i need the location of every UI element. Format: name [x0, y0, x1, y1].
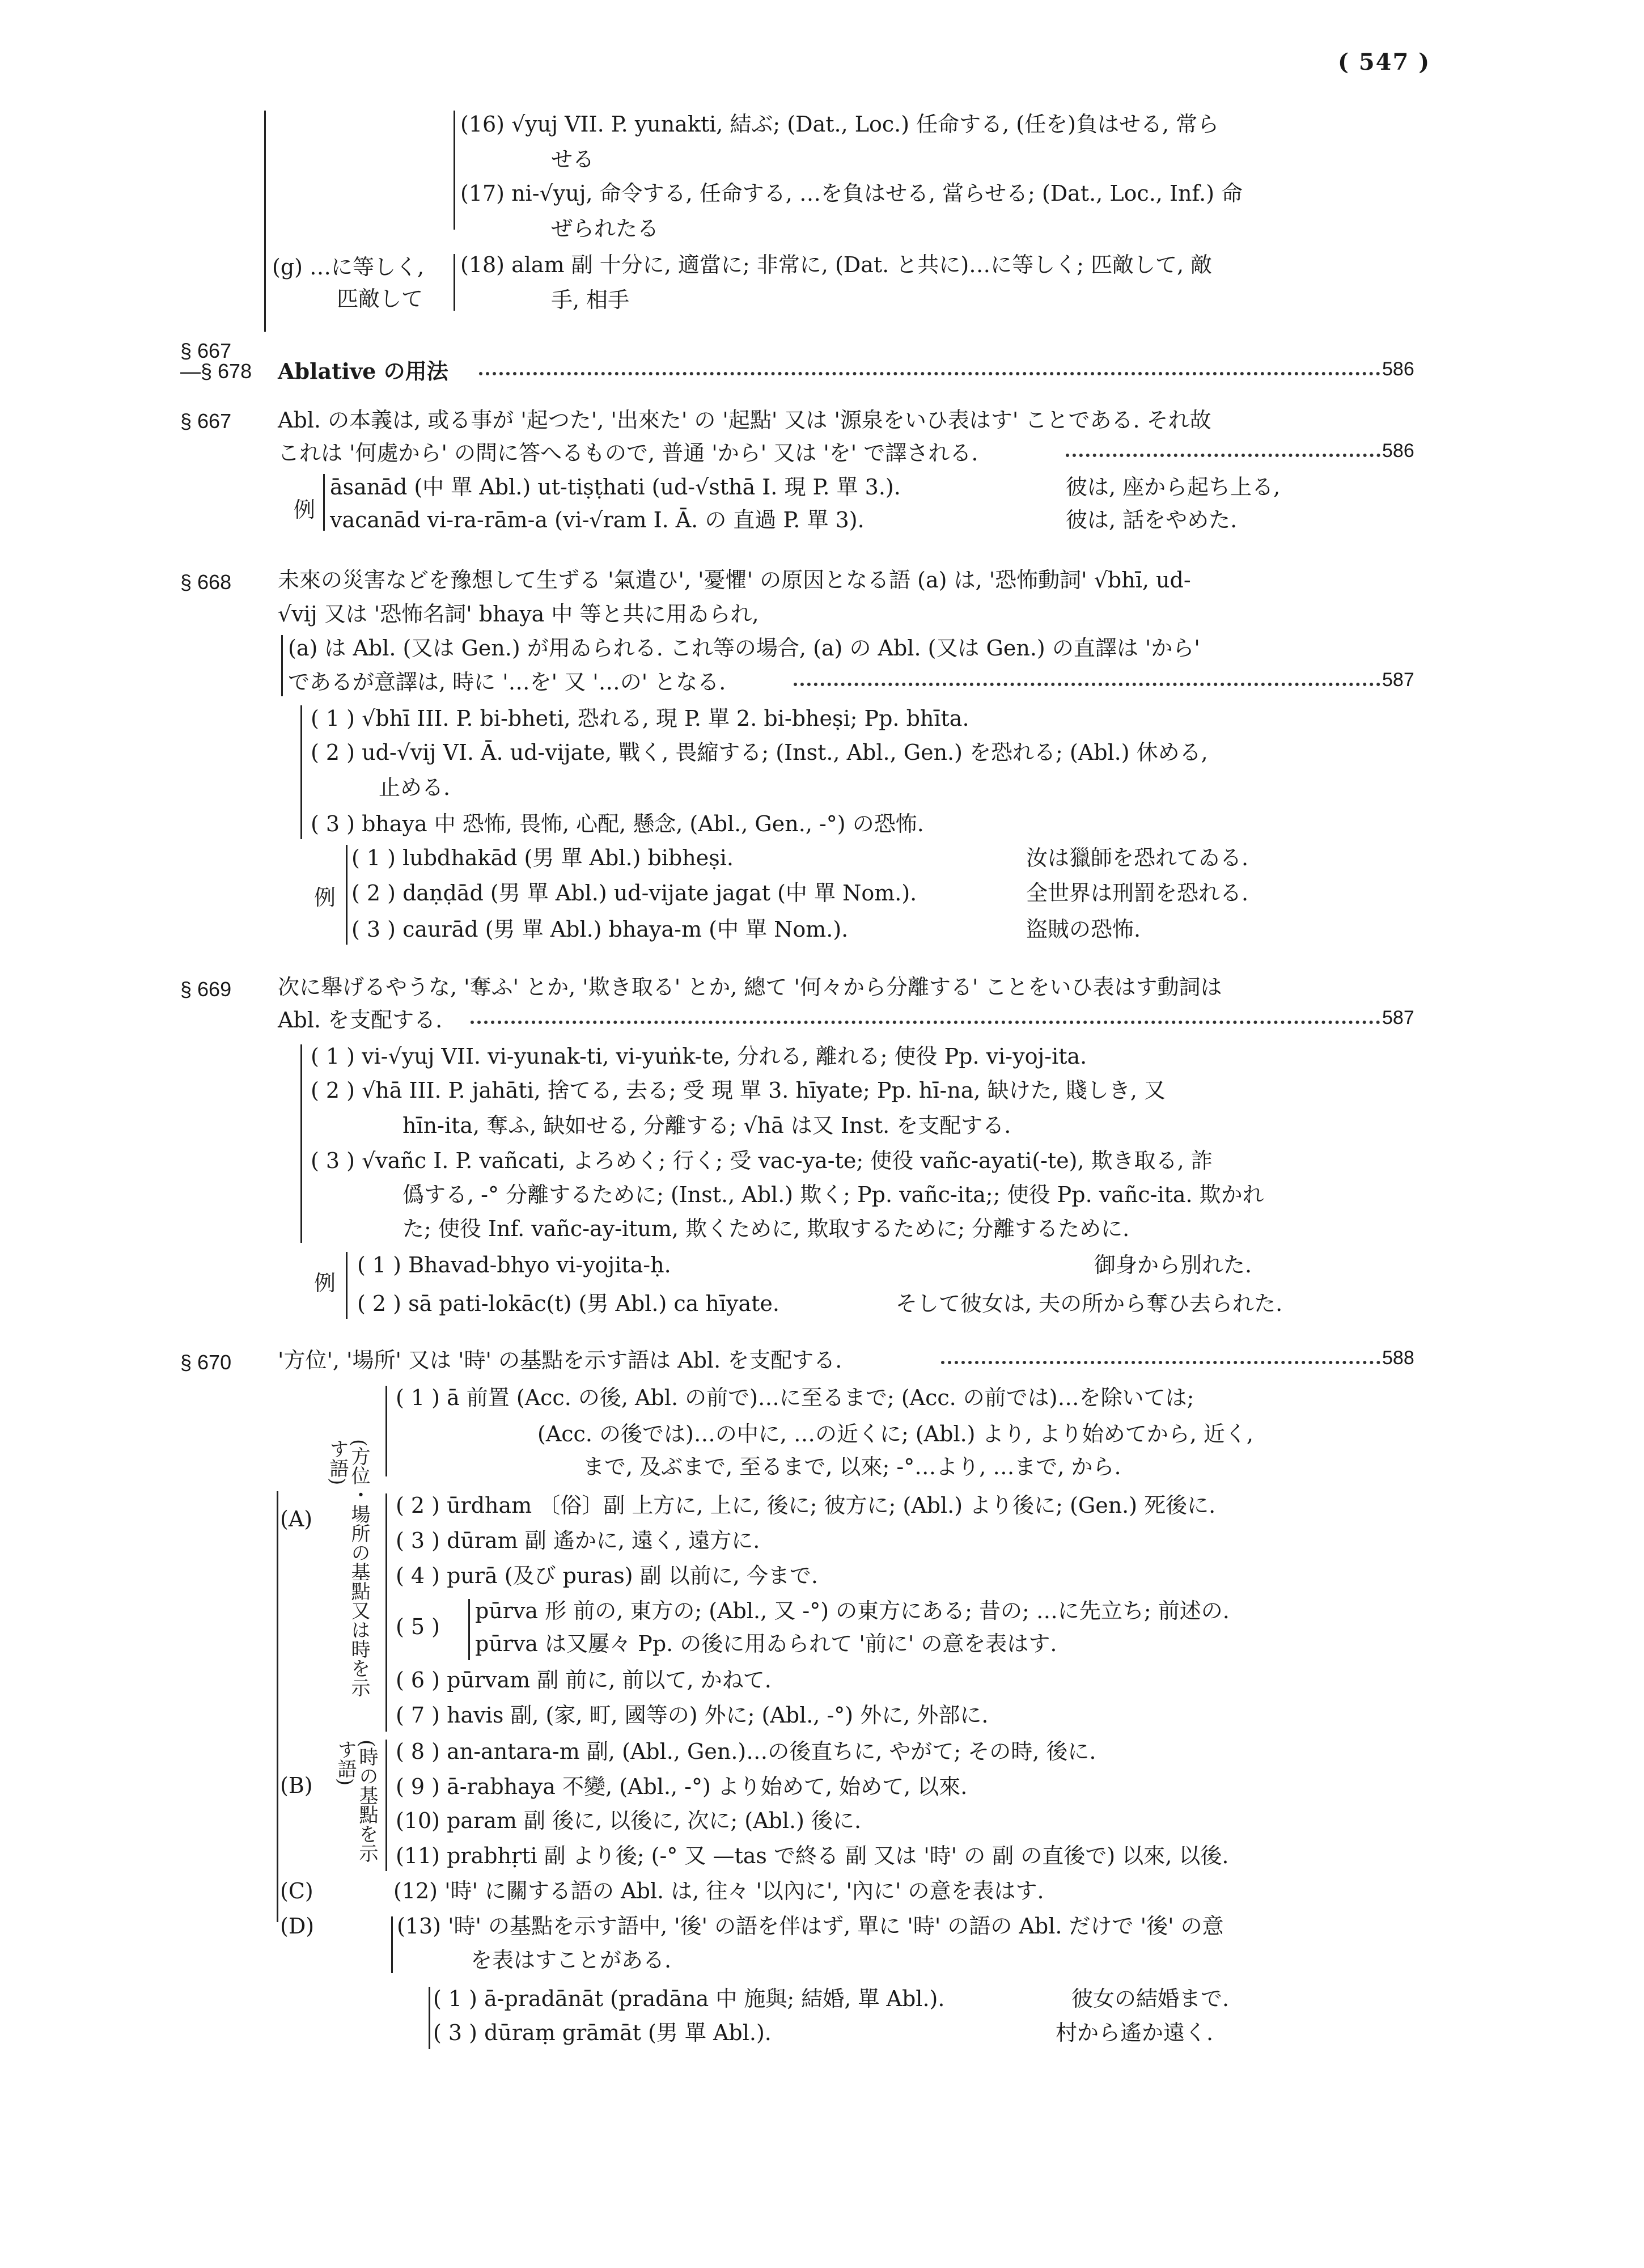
dot-leader [941, 1361, 1380, 1364]
section-label: § 667 [180, 409, 232, 433]
text-line: Abl. を支配する. [278, 1008, 443, 1033]
bracket-line [468, 1599, 470, 1660]
group-label: (B) [280, 1773, 313, 1798]
text-line: ( 5 ) [396, 1614, 440, 1639]
bracket-line [300, 705, 302, 839]
page-ref: 587 [1382, 669, 1414, 691]
text-line: (17) ni-√yuj, 命令する, 任命する, …を負はせる, 當らせる; (Dat., Loc., Inf.) 命 [460, 181, 1243, 206]
section-label: § 670 [180, 1351, 232, 1374]
bracket-line [277, 1491, 278, 1922]
text-line: 全世界は刑罰を恐れる. [1026, 881, 1249, 905]
bracket-line [300, 1044, 302, 1243]
text-line: ( 2 ) daṇḍād (男 單 Abl.) ud-vijate jagat (中 單 Nom.). [351, 881, 917, 905]
page-ref: 586 [1382, 358, 1414, 380]
text-line: ( 1 ) vi-√yuj VII. vi-yunak-ti, vi-yuṅk-te, 分れる, 離れる; 使役 Pp. vi-yoj-ita. [311, 1044, 1087, 1069]
dot-leader [479, 372, 1380, 375]
text-line: 僞する, -° 分離するために; (Inst., Abl.) 欺く; Pp. vañc-ita;; 使役 Pp. vañc-ita. 欺かれ [402, 1182, 1264, 1207]
text-line: 匹敵して [337, 286, 423, 311]
bracket-line [454, 111, 455, 230]
text-line: ( 3 ) bhaya 中 恐怖, 畏怖, 心配, 懸念, (Abl., Gen., -°) の恐怖. [311, 811, 924, 836]
text-line: ( 3 ) dūram 副 遙かに, 遠く, 遠方に. [396, 1528, 760, 1553]
text-line: hīn-ita, 奪ふ, 缺如せる, 分離する; √hā は又 Inst. を支配する. [402, 1113, 1011, 1138]
text-line: 村から遙か遠く. [1056, 2020, 1214, 2045]
text-line: ( 4 ) purā (及び puras) 副 以前に, 今まで. [396, 1563, 819, 1588]
page-number: ( 547 ) [1338, 49, 1431, 75]
group-label: (D) [280, 1914, 315, 1939]
text-line: これは '何處から' の問に答へるもので, 普通 'から' 又は 'を' で譯される. [278, 441, 978, 466]
text-line: そして彼女は, 夫の所から奪ひ去られた. [896, 1291, 1283, 1316]
text-line: ( 1 ) √bhī III. P. bi-bheti, 恐れる, 現 P. 單 2. bi-bheṣi; Pp. bhīta. [311, 706, 969, 731]
bracket-line [323, 474, 325, 531]
section-label: —§ 678 [180, 359, 252, 383]
page-ref: 587 [1382, 1007, 1414, 1029]
text-line: (g) …に等しく, [272, 255, 425, 280]
page-ref: 586 [1382, 440, 1414, 462]
text-line: ( 2 ) ūrdham 〔俗〕副 上方に, 上に, 後に; 彼方に; (Abl.) より後に; (Gen.) 死後に. [396, 1493, 1216, 1518]
text-line: ( 2 ) √hā III. P. jahāti, 捨てる, 去る; 受 現 單 3. hīyate; Pp. hī-na, 缺けた, 賤しき, 又 [311, 1078, 1166, 1103]
dot-leader [471, 1021, 1380, 1024]
text-line: ( 1 ) ā-pradānāt (pradāna 中 施與; 結婚, 單 Abl.). [433, 1986, 945, 2011]
text-line: Abl. の本義は, 或る事が '起つた', '出來た' の '起點' 又は '源泉をいひ表はす' ことである. それ故 [278, 408, 1211, 433]
group-label-vertical: (方位・場所の基點又は時を示す語) [326, 1439, 370, 1698]
text-line: まで, 及ぶまで, 至るまで, 以來; -°…より, …まで, から. [583, 1454, 1121, 1479]
text-line: '方位', '場所' 又は '時' の基點を示す語は Abl. を支配する. [278, 1348, 842, 1373]
text-line: 汝は獵師を恐れてゐる. [1026, 845, 1249, 870]
group-label-vertical: (時の基點を示す語) [334, 1740, 378, 1863]
text-line: ( 3 ) caurād (男 單 Abl.) bhaya-m (中 單 Nom.). [351, 917, 849, 942]
bracket-line [346, 1252, 348, 1319]
text-line: (Acc. の後では)…の中に, …の近くに; (Abl.) より, より始めてから, 近く, [537, 1421, 1253, 1446]
bracket-line [391, 1916, 393, 1973]
example-label: 例 [314, 1271, 336, 1296]
group-label: (A) [280, 1507, 313, 1531]
text-line: ( 3 ) dūraṃ grāmāt (男 單 Abl.). [433, 2020, 772, 2045]
text-line: ( 8 ) an-antara-m 副, (Abl., Gen.)…の後直ちに, やがて; その時, 後に. [396, 1739, 1096, 1764]
group-label: (C) [280, 1878, 313, 1903]
text-line: 彼女の結婚まで. [1071, 1986, 1230, 2011]
text-line: ( 2 ) ud-√vij VI. Ā. ud-vijate, 戰く, 畏縮する; (Inst., Abl., Gen.) を恐れる; (Abl.) 休める, [311, 740, 1208, 765]
text-line: pūrva は又屢々 Pp. の後に用ゐられて '前に' の意を表はす. [475, 1631, 1057, 1656]
text-line: 未來の災害などを豫想して生ずる '氣遣ひ', '憂懼' の原因となる語 (a) は, '恐怖動詞' √bhī, ud- [278, 568, 1191, 593]
text-line: (18) alam 副 十分に, 適當に; 非常に, (Dat. と共に)…に等しく; 匹敵して, 敵 [460, 252, 1213, 277]
text-line: (10) param 副 後に, 以後に, 次に; (Abl.) 後に. [396, 1808, 862, 1833]
text-line: (13) '時' の基點を示す語中, '後' の語を伴はず, 單に '時' の語の Abl. だけで '後' の意 [397, 1914, 1224, 1939]
bracket-line [385, 1493, 387, 1732]
text-line: ( 2 ) sā pati-lokāc(t) (男 Abl.) ca hīyate. [357, 1291, 779, 1316]
text-line: (11) prabhṛti 副 より後; (-° 又 —tas で終る 副 又は '時' の 副 の直後で) 以來, 以後. [396, 1843, 1229, 1868]
section-label: § 667 [180, 339, 232, 362]
example-label: 例 [314, 885, 336, 910]
bracket-line [264, 111, 266, 332]
text-line: 御身から別れた. [1094, 1253, 1252, 1277]
text-line: ( 9 ) ā-rabhaya 不變, (Abl., -°) より始めて, 始めて, 以來. [396, 1774, 968, 1799]
page-ref: 588 [1382, 1347, 1414, 1369]
text-line: であるが意譯は, 時に '…を' 又 '…の' となる. [288, 670, 726, 695]
text-line: (16) √yuj VII. P. yunakti, 結ぶ; (Dat., Loc.) 任命する, (任を)負はせる, 常ら [460, 112, 1219, 137]
text-line: ぜられたる [551, 216, 659, 241]
text-line: を表はすことがある. [471, 1948, 672, 1973]
text-line: √vij 又は '恐怖名詞' bhaya 中 等と共に用ゐられ, [278, 602, 759, 627]
text-line: ( 3 ) √vañc I. P. vañcati, よろめく; 行く; 受 vac-ya-te; 使役 vañc-ayati(-te), 欺き取る, 詐 [311, 1148, 1213, 1173]
text-line: ( 6 ) pūrvam 副 前に, 前以て, かねて. [396, 1668, 772, 1692]
dot-leader [794, 683, 1380, 686]
text-line: 次に舉げるやうな, '奪ふ' とか, '欺き取る' とか, 總て '何々から分離する' ことをいひ表はす動詞は [278, 975, 1222, 1000]
text-line: ( 1 ) ā 前置 (Acc. の後, Abl. の前で)…に至るまで; (Acc. の前では)…を除いては; [396, 1385, 1194, 1410]
bracket-line [429, 1987, 430, 2049]
section-label: § 668 [180, 570, 232, 594]
bracket-line [454, 254, 455, 311]
heading: Ablative の用法 [278, 358, 448, 384]
text-line: 盜賊の恐怖. [1026, 917, 1141, 942]
dot-leader [1066, 454, 1380, 457]
bracket-line [385, 1740, 387, 1871]
text-line: 彼は, 話をやめた. [1066, 507, 1238, 532]
text-line: āsanād (中 單 Abl.) ut-tiṣṭhati (ud-√sthā I. 現 P. 單 3.). [330, 475, 901, 500]
bracket-line [346, 845, 348, 945]
section-label: § 669 [180, 978, 232, 1001]
text-line: ( 1 ) Bhavad-bhyo vi-yojita-ḥ. [357, 1253, 671, 1277]
text-line: た; 使役 Inf. vañc-ay-itum, 欺くために, 欺取するために; 分離するために. [402, 1216, 1130, 1241]
bracket-line [281, 635, 283, 696]
text-line: (a) は Abl. (又は Gen.) が用ゐられる. これ等の場合, (a) の Abl. (又は Gen.) の直譯は 'から' [288, 636, 1200, 661]
text-line: 止める. [379, 775, 451, 800]
text-line: せる [551, 147, 595, 172]
example-label: 例 [294, 497, 316, 522]
bracket-line [385, 1386, 387, 1476]
text-line: ( 7 ) havis 副, (家, 町, 國等の) 外に; (Abl., -°) 外に, 外部に. [396, 1703, 989, 1728]
text-line: vacanād vi-ra-rām-a (vi-√ram I. Ā. の 直過 P. 單 3). [330, 507, 865, 532]
text-line: 手, 相手 [551, 287, 630, 312]
text-line: (12) '時' に關する語の Abl. は, 往々 '以內に', '內に' の意を表はす. [393, 1878, 1044, 1903]
text-line: pūrva 形 前の, 東方の; (Abl., 又 -°) の東方にある; 昔の; …に先立ち; 前述の. [475, 1598, 1230, 1623]
text-line: ( 1 ) lubdhakād (男 單 Abl.) bibheṣi. [351, 845, 734, 870]
text-line: 彼は, 座から起ち上る, [1066, 475, 1281, 500]
